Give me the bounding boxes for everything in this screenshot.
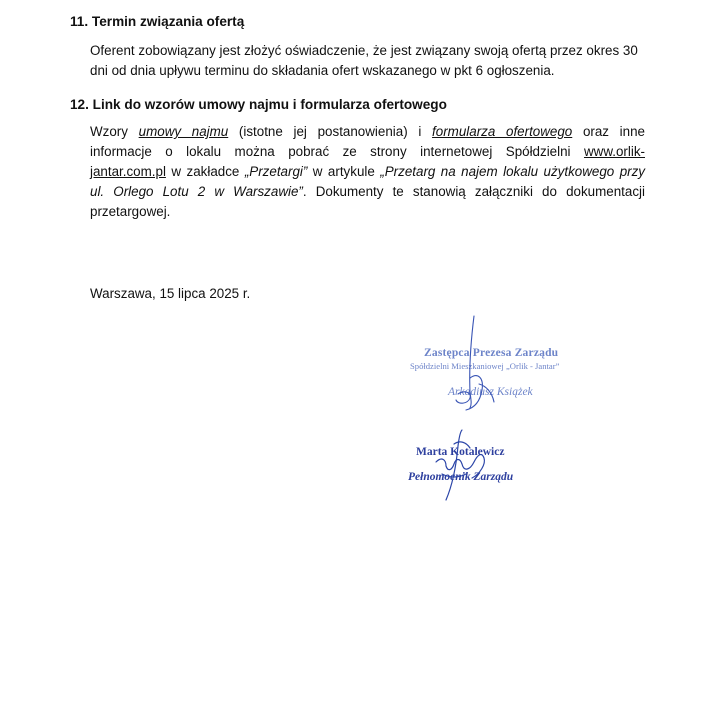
formularza-ofertowego-link[interactable]: formularza ofertowego [432,124,573,139]
stamp-2-title: Pełnomocnik Zarządu [408,471,514,483]
text-run: Wzory [90,124,139,139]
signature-1 [456,316,494,410]
signature-2 [436,430,484,500]
stamp-2-name: Marta Kotalewicz [416,446,505,458]
section-11-line-2: dni od dnia upływu terminu do składania ofert wskazanego w pkt 6 ogłoszenia. [90,63,555,78]
stamp-title: Zastępca Prezesa Zarządu [424,347,559,359]
section-12-line-5: przetargowej. [90,204,171,219]
text-run: w artykule [307,164,381,179]
section-12-heading: 12. Link do wzorów umowy najmu i formularza ofertowego [70,97,447,112]
text-run: . Dokumenty te stanowią załączniki do dokumentacji [302,184,645,199]
umowy-najmu-link[interactable]: umowy najmu [138,124,229,139]
text-run: w zakładce [165,164,245,179]
tab-name: „Przetargi” [244,164,308,179]
section-11-heading: 11. Termin związania ofertą [70,14,245,29]
place-and-date: Warszawa, 15 lipca 2025 r. [90,286,251,301]
stamp-name: Arkadiusz Książek [448,386,533,398]
text-run: oraz inne [572,124,646,139]
text-run: informacje o lokalu można pobrać ze strony internetowej Spółdzielni [90,144,584,159]
website-link[interactable]: www.orlik- [583,144,645,159]
stamp-organization: Spółdzielni Mieszkaniowej „Orlik - Jantar” [410,361,560,371]
article-title: „Przetarg na najem lokalu użytkowego przy [380,164,646,179]
section-11-line-1: Oferent zobowiązany jest złożyć oświadczenie, że jest związany swoją ofertą przez okres 30 [90,43,638,58]
article-title-cont: ul. Orlego Lotu 2 w Warszawie” [90,184,303,199]
website-link-cont[interactable]: jantar.com.pl [90,164,166,179]
text-run: (istotne jej postanowienia) i [228,124,433,139]
